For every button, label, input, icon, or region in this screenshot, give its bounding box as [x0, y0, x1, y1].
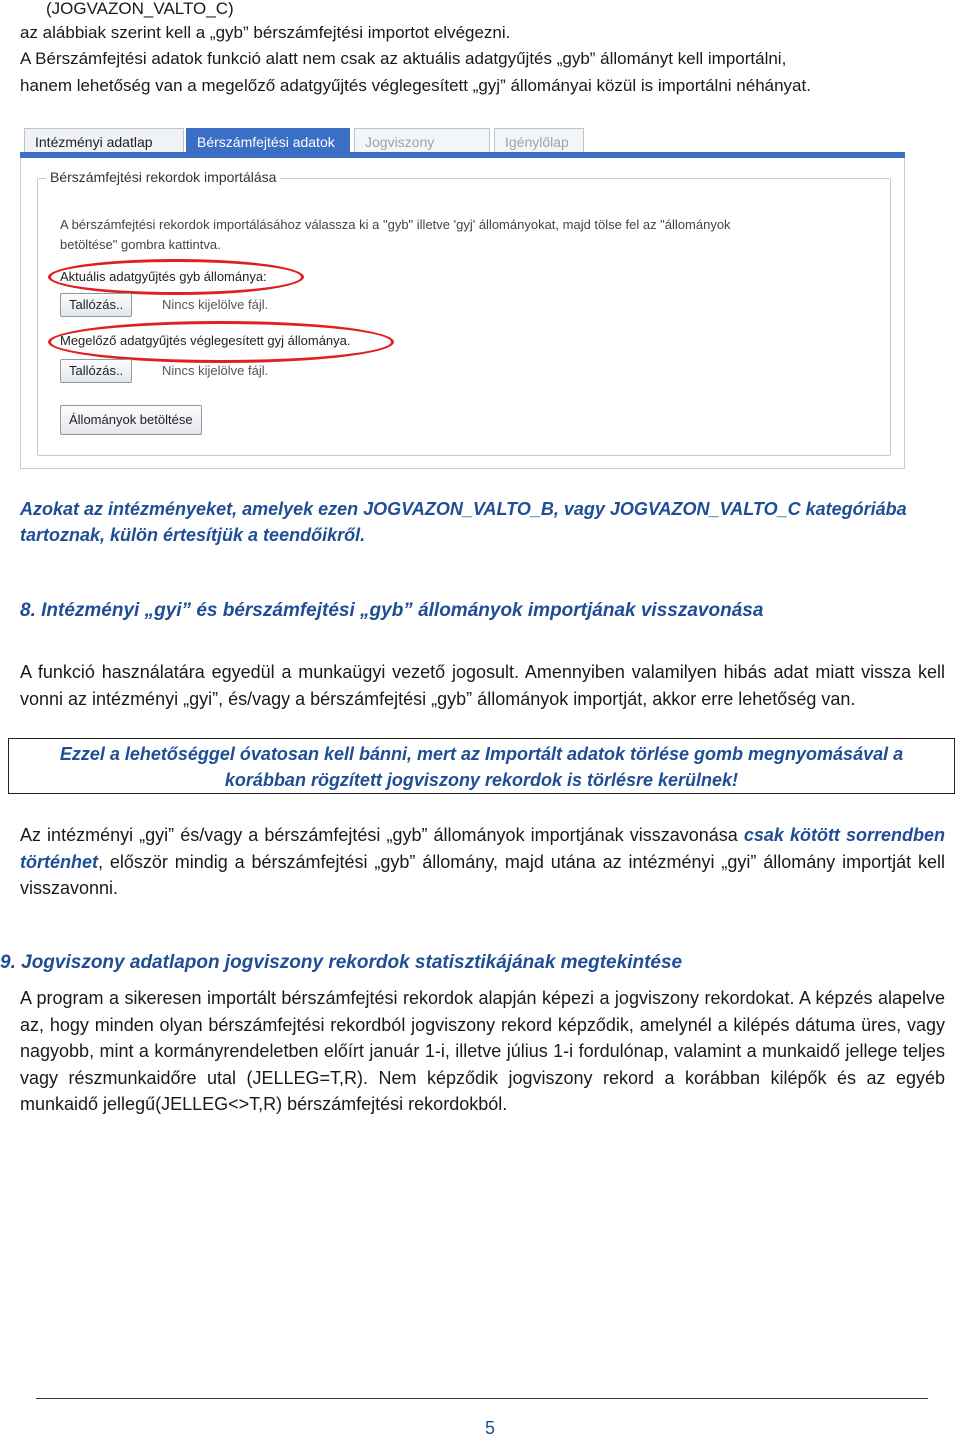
footer-divider	[36, 1398, 928, 1399]
intro-line-2: az alábbiak szerint kell a „gyb” bérszámfejtési importot elvégezni.	[20, 23, 511, 42]
tab-intezmenyi-adatlap[interactable]: Intézményi adatlap	[24, 128, 184, 154]
section-9-heading: 9. Jogviszony adatlapon jogviszony rekordok statisztikájának megtekintése	[0, 952, 683, 973]
import-fieldset	[37, 169, 891, 456]
load-files-button[interactable]: Állományok betöltése	[60, 405, 202, 435]
paragraph-2-emphasis: csak kötött sorrendben történhet	[20, 825, 945, 872]
section-8-paragraph-1: A funkció használatára egyedül a munkaügyi vezető jogosult. Amennyiben valamilyen hibás adat miatt vissza kell vonni az intézményi „gyi”, és/vagy a bérszámfejtési „gyb” állományok importját, akkor erre lehetőség van.	[20, 662, 945, 709]
category-note-line-1: Azokat az intézményeket, amelyek ezen JOGVAZON_VALTO_B, vagy JOGVAZON_VALTO_C kategóriába	[20, 499, 907, 519]
highlight-oval-previous	[48, 321, 394, 363]
instruction-line-2: betöltése" gombra kattintva.	[60, 237, 221, 252]
highlight-oval-current	[48, 259, 304, 295]
current-gyb-label: Aktuális adatgyűjtés gyb állománya:	[60, 269, 267, 284]
previous-gyj-label: Megelőző adatgyűjtés véglegesített gyj állománya.	[60, 333, 351, 348]
warning-line-2: korábban rögzített jogviszony rekordok is törlésre kerülnek!	[224, 770, 739, 790]
warning-line-1: Ezzel a lehetőséggel óvatosan kell bánni, mert az Importált adatok törlése gomb megnyomásával a	[59, 744, 904, 764]
intro-line-3: A Bérszámfejtési adatok funkció alatt nem csak az aktuális adatgyűjtés „gyb” állományt kell importálni,	[20, 49, 787, 68]
browse-button-current[interactable]: Tallózás..	[60, 293, 132, 317]
intro-line-1: (JOGVAZON_VALTO_C)	[46, 0, 234, 18]
category-note	[20, 496, 945, 548]
browse-button-previous[interactable]: Tallózás..	[60, 359, 132, 383]
section-8-paragraph-2	[20, 822, 945, 902]
category-note-line-2: tartoznak, külön értesítjük a teendőikről.	[20, 525, 366, 545]
section-8-heading: 8. Intézményi „gyi” és bérszámfejtési „gyb” állományok importjának visszavonása	[20, 600, 764, 621]
embedded-screenshot	[20, 124, 905, 470]
page-number: 5	[484, 1418, 495, 1438]
paragraph-2-start: Az intézményi „gyi” és/vagy a bérszámfejtési „gyb” állományok importjának visszavonása	[20, 825, 744, 845]
instruction-line-1: A bérszámfejtési rekordok importálásához válassza ki a "gyb" illetve 'gyj' állományokat, majd tölse fel az "állományok	[60, 217, 731, 232]
paragraph-2-end: , először mindig a bérszámfejtési „gyb” állomány, majd utána az intézményi „gyi” állomány importját kell visszavonni.	[20, 851, 945, 898]
no-file-text-previous: Nincs kijelölve fájl.	[162, 363, 269, 378]
intro-line-4: hanem lehetőség van a megelőző adatgyűjtés véglegesített „gyj” állományai közül is importálni néhányat.	[20, 76, 811, 95]
no-file-text-current: Nincs kijelölve fájl.	[162, 297, 269, 312]
section-9-paragraph: A program a sikeresen importált bérszámfejtési rekordok alapján képezi a jogviszony rekordokat. A képzés alapelve az, hogy minden olyan bérszámfejtési rekordból jogviszony rekord képződik, amelynél a kilépés dátuma üres, vagy nagyobb, mint a kormányrendeletben előírt január 1-i, illetve július 1-i fordulónap, valamint a munkaidő jellege teljes vagy részmunkaidőre utal (JELLEG=T,R). Nem képződik jogviszony rekord a korábban kilépők és az egyéb munkaidő jellegű(JELLEG<>T,R) bérszámfejtési rekordokból.	[20, 988, 945, 1114]
import-instructions	[60, 215, 810, 255]
tab-jogviszony-adatok[interactable]: Jogviszony	[354, 128, 490, 154]
tab-panel	[20, 158, 905, 469]
fieldset-legend: Bérszámfejtési rekordok importálása	[46, 169, 280, 185]
warning-box	[8, 738, 955, 794]
tab-berszamfejtesi-adatok[interactable]: Bérszámfejtési adatok	[186, 128, 350, 154]
tab-igenylolap[interactable]: Igénylőlap	[494, 128, 584, 154]
